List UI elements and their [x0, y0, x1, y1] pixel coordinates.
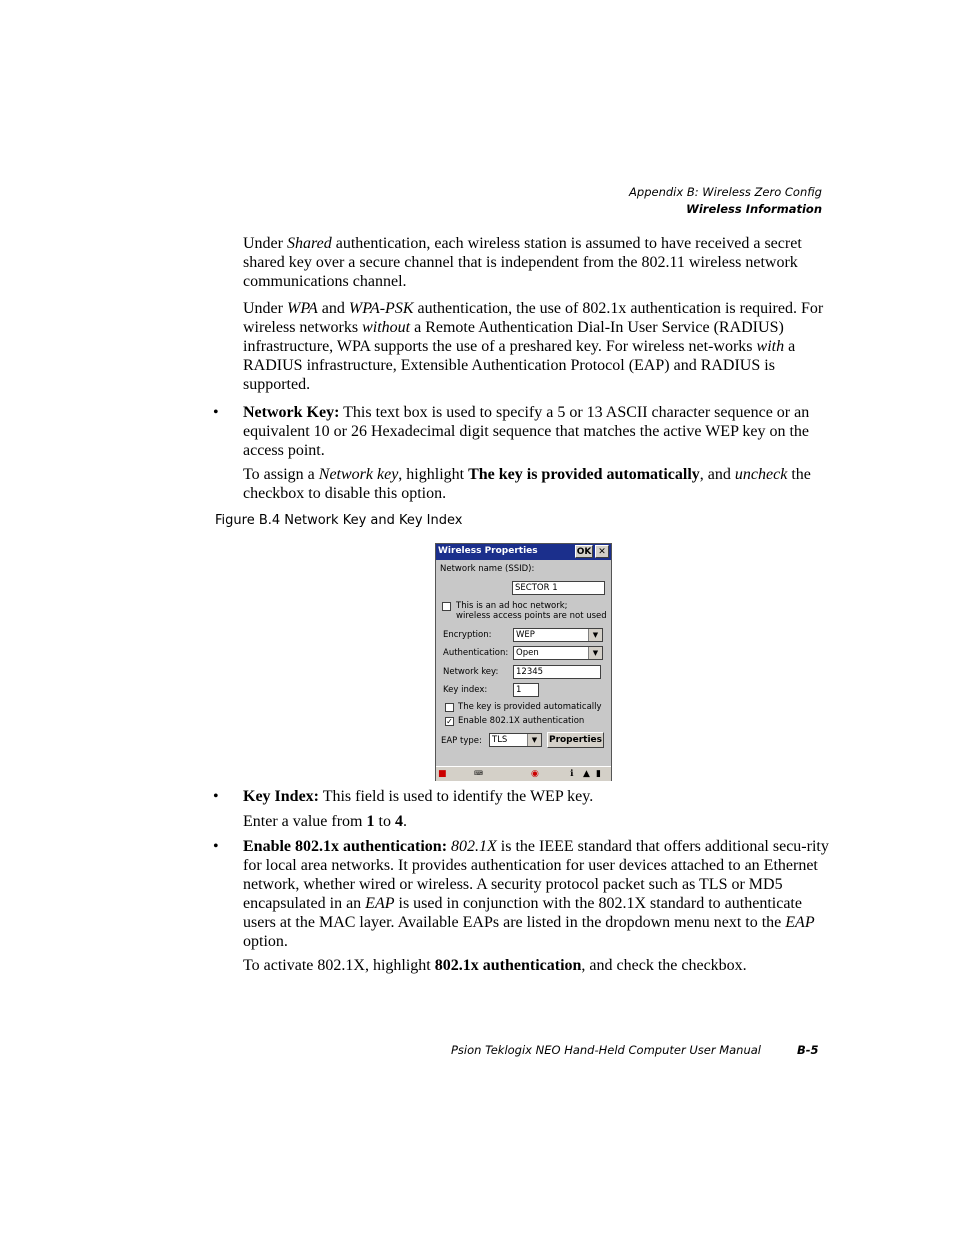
paragraph-enter-value: Enter a value from 1 to 4. [243, 813, 407, 830]
footer-title: Psion Teklogix NEO Hand-Held Computer User Manual [451, 1043, 761, 1057]
lock-icon[interactable]: ▲ [583, 769, 590, 779]
eap-type-value: TLS [492, 735, 508, 745]
paragraph-key-index: Key Index: This field is used to identify the WEP key. [243, 788, 594, 805]
chevron-down-icon[interactable]: ▼ [527, 734, 541, 746]
battery-icon[interactable]: ▮ [596, 769, 601, 779]
bullet-marker: • [213, 788, 219, 805]
network-key-field[interactable]: 12345 [513, 665, 601, 679]
encryption-dropdown[interactable] [513, 628, 603, 642]
network-key-label: Network key: [443, 667, 499, 677]
header-section: Wireless Information [686, 202, 822, 216]
page-number: B-5 [797, 1043, 819, 1057]
enable-8021x-checkbox[interactable]: ✓ [446, 717, 453, 726]
window-title: Wireless Properties [438, 546, 538, 556]
key-index-label: Key index: [443, 685, 488, 695]
start-icon[interactable]: ■ [438, 769, 447, 779]
ok-button[interactable]: OK [576, 547, 592, 557]
paragraph-shared: Under Shared authentication, each wireless station is assumed to have received a secret shared key over a secure channel that is independent from the 802.11 wireless network communications channel. [243, 235, 802, 290]
ssid-field[interactable]: SECTOR 1 [512, 581, 605, 595]
adhoc-label-line2: wireless access points are not used [456, 611, 607, 621]
header-chapter: Appendix B: Wireless Zero Config [629, 185, 822, 199]
paragraph-enable-8021x: Enable 802.1x authentication: 802.1X is the IEEE standard that offers additional secu-rity for local area networks. It provides authentication for user devices attached to an Ethernet network, whether wired or wireless. A security protocol packet such as TLS or MD5 encapsulated in an EAP is used in conjunction with the 802.1X standard to authenticate users at the MAC layer. Available EAPs are listed in the dropdown menu next to the EAP option. [243, 838, 829, 950]
info-icon[interactable]: ℹ [570, 769, 574, 779]
authentication-label: Authentication: [443, 648, 509, 658]
chevron-down-icon[interactable]: ▼ [588, 647, 602, 659]
authentication-value: Open [516, 648, 539, 658]
window-titlebar [436, 544, 611, 560]
network-icon[interactable]: ◉ [531, 769, 539, 779]
enable-8021x-label: Enable 802.1X authentication [458, 716, 585, 726]
keyboard-icon[interactable]: ⌨ [474, 770, 483, 777]
figure-caption: Figure B.4 Network Key and Key Index [215, 513, 463, 528]
adhoc-checkbox[interactable] [442, 602, 451, 611]
bullet-marker: • [213, 838, 219, 855]
paragraph-assign: To assign a Network key, highlight The key is provided automatically, and uncheck the checkbox to disable this option. [243, 466, 811, 502]
wireless-properties-window [435, 543, 612, 781]
chevron-down-icon[interactable]: ▼ [588, 629, 602, 641]
paragraph-wpa: Under WPA and WPA-PSK authentication, the use of 802.1x authentication is required. For wireless networks without a Remote Authentication Dial-In User Service (RADIUS) infrastructure, WPA supports the use of a preshared key. For wireless net-works with a RADIUS infrastructure, Extensible Authentication Protocol (EAP) and RADIUS is supported. [243, 300, 824, 393]
paragraph-network-key: Network Key: This text box is used to specify a 5 or 13 ASCII character sequence or an equivalent 10 or 26 Hexadecimal digit sequence that matches the active WEP key on the access point. [243, 404, 810, 459]
close-icon[interactable]: ✕ [595, 545, 609, 558]
authentication-dropdown[interactable] [513, 646, 603, 660]
ssid-label: Network name (SSID): [440, 564, 535, 574]
taskbar [436, 766, 611, 781]
paragraph-activate: To activate 802.1X, highlight 802.1x authentication, and check the checkbox. [243, 957, 747, 974]
eap-type-dropdown[interactable] [489, 733, 542, 747]
auto-key-checkbox[interactable] [445, 703, 454, 712]
encryption-value: WEP [516, 630, 535, 640]
encryption-label: Encryption: [443, 630, 492, 640]
auto-key-label: The key is provided automatically [458, 702, 602, 712]
adhoc-label-line1: This is an ad hoc network; [456, 601, 568, 611]
bullet-marker: • [213, 404, 219, 421]
key-index-field[interactable]: 1 [513, 683, 539, 697]
eap-type-label: EAP type: [441, 736, 482, 746]
properties-button[interactable]: Properties [547, 732, 604, 748]
